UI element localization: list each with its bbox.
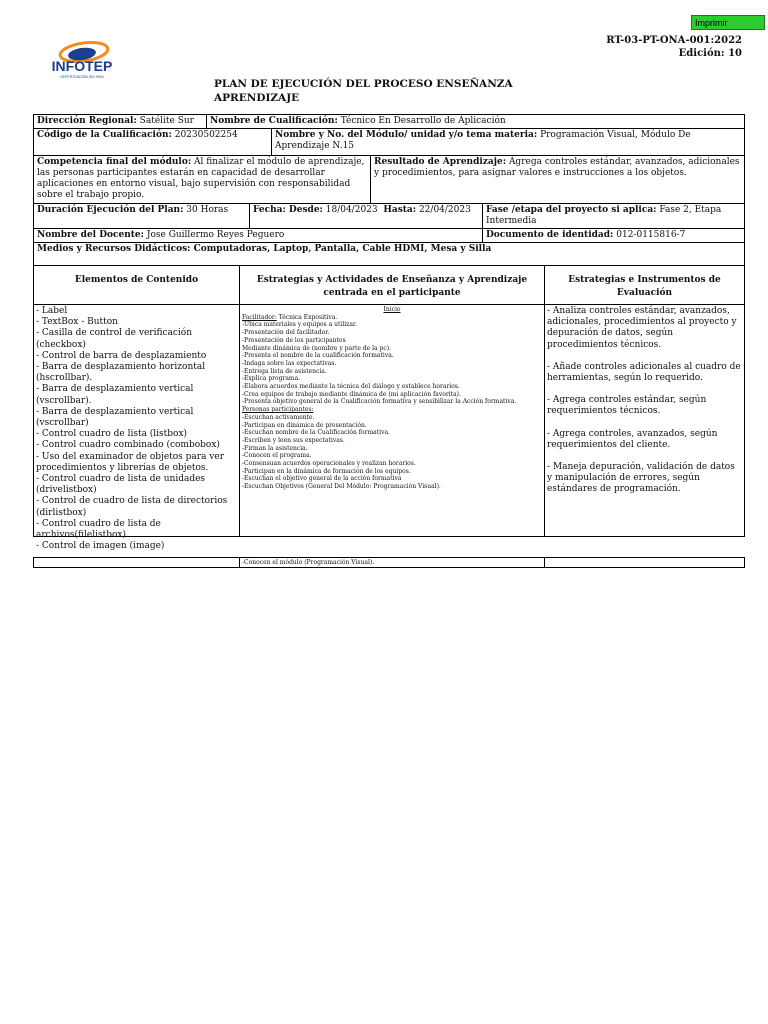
- document-code: RT-03-PT-ONA-001:2022: [606, 35, 742, 46]
- row-content: [34, 305, 744, 552]
- row-competence-result: Competencia final del módulo: Al finalizar el módulo de aprendizaje, las personas participantes estarán en capacidad de desarrollar aplicaciones en entorno visual, bajo supervisión con responsabilidad sobre el trabajo propio. Resultado de Aprendizaje: Agrega controles estándar, avanzados, adicionales y procedimientos, para asignar valores e instrucciones a los objetos.: [34, 156, 744, 204]
- document-code-block: [606, 34, 742, 60]
- list-item: - Label: [36, 306, 68, 316]
- header-strategies: Estrategias y Actividades de Enseñanza y Aprendizaje centrada en el participante: [240, 266, 545, 304]
- list-item: -Participan en dinámica de presentación.: [242, 421, 367, 429]
- list-item: -Presenta el nombre de la cualificación formativa.: [242, 352, 394, 360]
- list-item: - Control cuadro de lista (listbox): [36, 429, 188, 440]
- list-item: - Añade controles adicionales al cuadro de herramientas, según lo requerido.: [547, 361, 741, 384]
- list-item: -Conocen el programa.: [242, 452, 312, 460]
- list-item: - Control de barra de desplazamiento: [36, 350, 207, 361]
- logo-tagline: CERTIFICACIÓN ISO 9001: [59, 75, 105, 79]
- list-item: -Escuchan el objetivo general de la acción formativa: [242, 475, 402, 483]
- date-to-value: 22/04/2023: [418, 205, 471, 215]
- participants-label: Personas participantes:: [242, 406, 314, 414]
- evaluation-list: [545, 305, 744, 536]
- list-item: - Agrega controles, avanzados, según requerimientos del cliente.: [547, 428, 718, 450]
- row-headers: [34, 266, 744, 305]
- plan-table: [33, 114, 745, 552]
- phase-value: Fase 2, Etapa Intermedia: [486, 205, 722, 226]
- qualification-value: Técnico En Desarrollo de Aplicación: [340, 116, 506, 126]
- list-item: -Ubica materiales y equipos a utilizar.: [242, 321, 358, 329]
- list-item: -Elabora acuerdos mediante la técnica del diálogo y establece horarios.: [242, 383, 460, 391]
- list-item: - Maneja depuración, validación de datos y manipulación de errores, según estándares de programación.: [547, 462, 735, 495]
- row-resources: [34, 243, 744, 266]
- start-label: Inicio: [383, 306, 401, 313]
- bottom-row-text: -Conocen el módulo (Programación Visual).: [240, 558, 545, 567]
- row-code-module: Código de la Cualificación: 20230502254 Nombre y No. del Módulo/ unidad y/o tema materia: Programación Visual, Módulo De Aprendizaje N.15: [34, 129, 744, 156]
- list-item: -Presenta objetivo general de la Cualificación formativa y sensibilizar la Acción formativa.: [242, 398, 517, 406]
- list-item: -Escuchan nombre de la Cualificación formativa.: [242, 429, 390, 437]
- infotep-logo: [38, 38, 126, 80]
- list-item: - Barra de desplazamiento vertical (vscrollbar).: [36, 384, 194, 406]
- module-value: Programación Visual, Módulo De Aprendizaje N.15: [275, 130, 691, 151]
- resources-text: Medios y Recursos Didácticos: Computadoras, Laptop, Pantalla, Cable HDMI, Mesa y Silla: [37, 244, 492, 254]
- list-item: -Explica programa.: [242, 375, 301, 383]
- qualification-code-value: 20230502254: [174, 130, 238, 140]
- bottom-row-table: [33, 557, 745, 568]
- header-content-elements: Elementos de Contenido: [34, 266, 240, 304]
- list-item: - Barra de desplazamiento horizontal (hscrollbar).: [36, 362, 206, 384]
- list-item: - Uso del examinador de objetos para ver procedimientos y librerías de objetos.: [36, 451, 225, 473]
- list-item: - Control cuadro de lista de archivos(filelistbox): [36, 518, 161, 541]
- duration-value: 30 Horas: [186, 205, 229, 215]
- list-item: -Presentación del facilitador.: [242, 329, 330, 337]
- logo-name: INFOTEP: [51, 58, 113, 74]
- list-item: - TextBox - Button: [36, 317, 118, 328]
- learning-result-value: Agrega controles estándar, avanzados, adicionales y procedimientos, para asignar valores e instrucciones a los objetos.: [374, 157, 740, 178]
- list-item: -Entrega lista de asistencia.: [242, 367, 327, 375]
- list-item: - Control de cuadro de lista de directorios (dirlistbox): [36, 496, 228, 518]
- regional-value: Satélite Sur: [139, 116, 194, 126]
- print-button[interactable]: Imprimir: [691, 15, 765, 30]
- list-item: -Indaga sobre las expectativas.: [242, 359, 337, 367]
- list-item: -Participan en la dinámica de formación de los equipos.: [242, 467, 411, 475]
- list-item: - Casilla de control de verificación (checkbox): [36, 328, 192, 350]
- document-title: PLAN DE EJECUCIÓN DEL PROCESO ENSEÑANZA APRENDIZAJE: [214, 78, 513, 104]
- content-elements-list: [34, 305, 240, 552]
- document-edition: Edición: 10: [678, 48, 742, 59]
- list-item: - Control cuadro de lista de unidades (drivelistbox): [36, 474, 206, 496]
- list-item: -Presentación de los participantes: [242, 336, 346, 344]
- date-from-value: 18/04/2023: [325, 205, 378, 215]
- list-item: - Control de imagen (image): [36, 541, 165, 552]
- row-dates: Duración Ejecución del Plan: 30 Horas Fecha: Desde: 18/04/2023 Hasta: 22/04/2023 Fase /etapa del proyecto si aplica: Fase 2, Etapa Intermedia: [34, 204, 744, 229]
- list-item: -Escriben y leen sus expectativas.: [242, 436, 345, 444]
- list-item: -Escuchan activamente.: [242, 413, 315, 421]
- list-item: - Control cuadro combinado (combobox): [36, 440, 220, 451]
- id-document-value: 012-0115816-7: [616, 230, 686, 240]
- list-item: -Escuchan Objetivos (General Del Módulo: Programación Visual).: [242, 483, 441, 491]
- row-regional: Dirección Regional: Satélite Sur Nombre de Cualificación: Técnico En Desarrollo de Aplicación: [34, 115, 744, 129]
- list-item: - Agrega controles estándar, según requerimientos técnicos.: [547, 395, 707, 417]
- list-item: Mediante dinámica de (nombre y parte de la pc).: [242, 344, 391, 352]
- list-item: - Barra de desplazamiento vertical (vscrollbar): [36, 406, 194, 429]
- teacher-value: Jose Guillermo Reyes Peguero: [146, 230, 285, 240]
- list-item: -Crea equipos de trabajo mediante dinámica de (mi aplicación favorita).: [242, 390, 461, 398]
- list-item: -Consensuan acuerdos operacionales y realizan horarios.: [242, 460, 416, 468]
- list-item: -Firman la asistencia.: [242, 444, 308, 452]
- header-evaluation: Estrategias e Instrumentos de Evaluación: [568, 275, 721, 298]
- competence-value: Al finalizar el módulo de aprendizaje, las personas participantes estarán en capacidad de desarrollar aplicaciones en entorno visual, bajo supervisión con responsabilidad sobre el trabajo propio.: [37, 157, 365, 200]
- row-teacher: Nombre del Docente: Jose Guillermo Reyes Peguero Documento de identidad: 012-0115816-7: [34, 229, 744, 243]
- list-item: - Analiza controles estándar, avanzados, adicionales, procedimientos al proyecto y depuración de datos, según procedimientos técnicos.: [547, 306, 737, 350]
- strategies-list: Inicio Facilitador: Técnica Expositiva. -Ubica materiales y equipos a utilizar. -Presentación del facilitador. -Presentación de los participantes Mediante dinámica de (nombre y parte de la pc). -Presenta el nombre de la cualificación formativa. -Indaga sobre las expectativas. -Entrega lista de asistencia. -Explica programa. -Elabora acuerdos mediante la técnica del diálogo y establece horarios. -Crea equipos de trabajo mediante dinámica de (mi aplicación favorita). -Presenta objetivo general de la Cualificación formativa y sensibilizar la Acción formativa. Personas participantes: -Escuchan activamente. -Participan en dinámica de presentación. -Escuchan nombre de la Cualificación formativa. -Escriben y leen sus expectativas. -Firman la asistencia. -Conocen el programa. -Consensuan acuerdos operacionales y realizan horarios. -Participan en la dinámica de formación de los equipos. -Escuchan el objetivo general de la acción formativa -Escuchan Objetivos (General Del Módulo: Programación Visual).: [240, 305, 545, 536]
